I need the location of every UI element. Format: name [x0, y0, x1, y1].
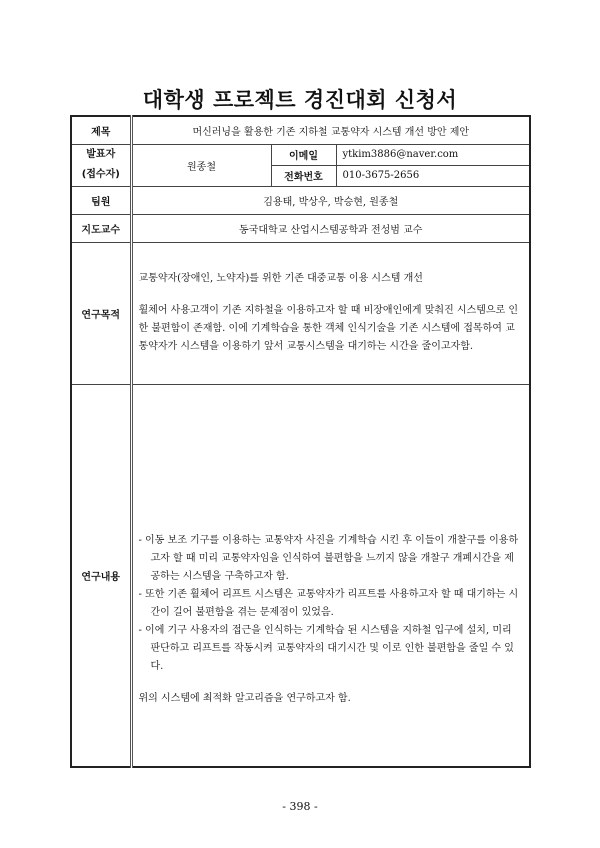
- presenter-label-line1: 발표자: [86, 149, 116, 160]
- content-body: [131, 384, 530, 767]
- row-purpose: [71, 242, 530, 384]
- content-item: - 또한 기존 휠체어 리프트 시스템은 교통약자가 리프트를 사용하고자 할 때 대기하는 시간이 길어 불편함을 겪는 문제점이 있었음.: [138, 589, 519, 619]
- content-item: - 이에 기구 사용자의 접근을 인식하는 기계학습 된 시스템을 지하철 입구에 설치, 미리 판단하고 리프트를 작동시켜 교통약자의 대기시간 및 이로 인한 불편함을 줄일 수 있다.: [138, 625, 514, 673]
- title-value: 머신러닝을 활용한 기존 지하철 교통약자 시스템 개선 방안 제안: [131, 116, 530, 144]
- presenter-value: 원종철: [131, 144, 271, 186]
- email-label: 이메일: [271, 144, 336, 165]
- purpose-paragraph: 휠체어 사용고객이 기존 지하철을 이용하고자 할 때 비장애인에게 맞춰진 시스템으로 인한 불편함이 존재함. 이에 기계학습을 통한 객체 인식기술을 기존 시스템에 접목하여 교통약자가 시스템을 이용하기 앞서 교통시스템을 대기하는 시간을 줄이고자함.: [138, 305, 519, 352]
- team-value: 김용태, 박상우, 박승현, 원종철: [131, 186, 530, 214]
- page-number: - 398 -: [282, 800, 318, 813]
- presenter-label: [71, 144, 131, 186]
- team-label: 팀원: [71, 186, 131, 214]
- presenter-label-line2: (접수자): [81, 169, 120, 180]
- row-title: [71, 116, 530, 144]
- row-team: [71, 186, 530, 214]
- title-label: 제목: [71, 116, 131, 144]
- row-content: [71, 384, 530, 767]
- content-label: 연구내용: [71, 384, 131, 767]
- email-value: ytkim3886@naver.com: [336, 144, 530, 165]
- purpose-label: 연구목적: [71, 242, 131, 384]
- content-conclusion: 위의 시스템에 최적화 알고리즘을 연구하고자 함.: [138, 693, 351, 705]
- advisor-label: 지도교수: [71, 214, 131, 242]
- content-item: - 이동 보조 기구를 이용하는 교통약자 사진을 기계학습 시킨 후 이들이 개찰구를 이용하고자 할 때 미리 교통약자임을 인식하여 불편함을 느끼지 않을 개찰구 개폐시간을 제공하는 시스템을 구축하고자 함.: [138, 535, 519, 583]
- phone-label: 전화번호: [271, 165, 336, 186]
- row-advisor: [71, 214, 530, 242]
- application-form-table: [70, 115, 531, 768]
- advisor-value: 동국대학교 산업시스템공학과 전성범 교수: [131, 214, 530, 242]
- phone-value: 010-3675-2656: [336, 165, 530, 186]
- purpose-paragraph: 교통약자(장애인, 노약자)를 위한 기존 대중교통 이용 시스템 개선: [138, 273, 423, 284]
- purpose-content: [131, 242, 530, 384]
- row-presenter: [71, 144, 530, 165]
- document-title: 대학생 프로젝트 경진대회 신청서: [142, 88, 458, 112]
